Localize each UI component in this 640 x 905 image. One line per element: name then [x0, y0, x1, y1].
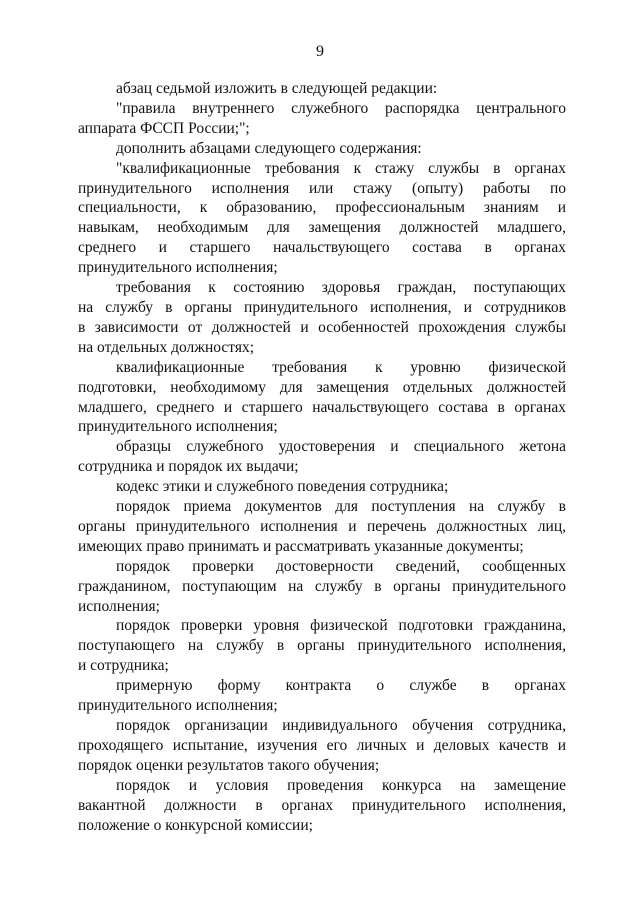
paragraph: [78, 79, 566, 99]
paragraph-line: принудительного исполнения;: [78, 259, 278, 277]
paragraph-line: специальности, к образованию, профессиональным знаниям и: [78, 199, 566, 217]
paragraph: [78, 616, 566, 676]
paragraph-line: принудительного исполнения;: [78, 697, 278, 715]
paragraph-line: младшего, среднего и старшего начальствующего состава в органах: [78, 398, 566, 416]
paragraph: [78, 676, 566, 716]
paragraph-line: поступающего на службу в органы принудительного исполнения,: [78, 637, 566, 655]
paragraph-line: исполнения;: [78, 597, 160, 615]
paragraph-line: "квалификационные требования к стажу службы в органах: [116, 159, 566, 177]
paragraph-line: порядок проверки уровня физической подготовки гражданина,: [116, 617, 566, 635]
paragraph-line: принудительного исполнения или стажу (опыту) работы по: [78, 179, 566, 197]
paragraph-line: квалификационные требования к уровню физической: [116, 358, 566, 376]
paragraph-line: положение о конкурсной комиссии;: [78, 816, 313, 834]
paragraph: [78, 139, 566, 159]
paragraph: [78, 477, 566, 497]
paragraph-line: образцы служебного удостоверения и специального жетона: [116, 438, 566, 456]
paragraph: [78, 358, 566, 438]
paragraph-line: в зависимости от должностей и особенностей прохождения службы: [78, 318, 566, 336]
paragraph-line: на отдельных должностях;: [78, 338, 255, 356]
paragraph-line: сотрудника и порядок их выдачи;: [78, 458, 299, 476]
paragraph-line: подготовки, необходимому для замещения отдельных должностей: [78, 378, 566, 396]
paragraph: [78, 159, 566, 278]
paragraph-line: гражданином, поступающим на службу в органы принудительного: [78, 577, 566, 595]
paragraph-line: органы принудительного исполнения и перечень должностных лиц,: [78, 517, 566, 535]
paragraph-line: порядок организации индивидуального обучения сотрудника,: [116, 717, 566, 734]
paragraph-line: порядок приема документов для поступления на службу в: [116, 498, 566, 516]
paragraph-line: "правила внутреннего служебного распорядка центрального: [116, 99, 566, 117]
paragraph-line: порядок оценки результатов такого обучения;: [78, 756, 380, 774]
page-number: 9: [316, 43, 324, 60]
paragraph-line: аппарата ФССП России;";: [78, 119, 250, 137]
paragraph-line: принудительного исполнения;: [78, 418, 278, 436]
paragraph: [78, 278, 566, 358]
paragraph-line: порядок и условия проведения конкурса на замещение: [116, 776, 566, 794]
paragraph-line: кодекс этики и служебного поведения сотрудника;: [116, 478, 449, 496]
paragraph: [78, 716, 566, 776]
paragraph-line: примерную форму контракта о службе в органах: [116, 677, 566, 695]
paragraph-line: навыкам, необходимым для замещения должностей младшего,: [78, 219, 566, 237]
paragraph-line: дополнить абзацами следующего содержания:: [116, 139, 422, 157]
paragraph-line: порядок проверки достоверности сведений, сообщенных: [116, 557, 566, 575]
paragraph-line: вакантной должности в органах принудительного исполнения,: [78, 796, 566, 814]
paragraph-line: требования к состоянию здоровья граждан, поступающих: [116, 279, 566, 297]
paragraph-line: и сотрудника;: [78, 657, 169, 675]
paragraph: [78, 497, 566, 557]
paragraph-line: проходящего испытание, изучения его личных и деловых качеств и: [78, 736, 566, 754]
paragraph: [78, 99, 566, 139]
paragraph-line: среднего и старшего начальствующего состава в органах: [78, 239, 566, 257]
document-body: [78, 79, 566, 835]
paragraph-line: на службу в органы принудительного исполнения, и сотрудников: [78, 298, 566, 316]
paragraph-line: имеющих право принимать и рассматривать указанные документы;: [78, 537, 524, 555]
paragraph: [78, 557, 566, 617]
paragraph: [78, 437, 566, 477]
paragraph: [78, 776, 566, 836]
paragraph-line: абзац седьмой изложить в следующей редакции:: [116, 80, 438, 97]
